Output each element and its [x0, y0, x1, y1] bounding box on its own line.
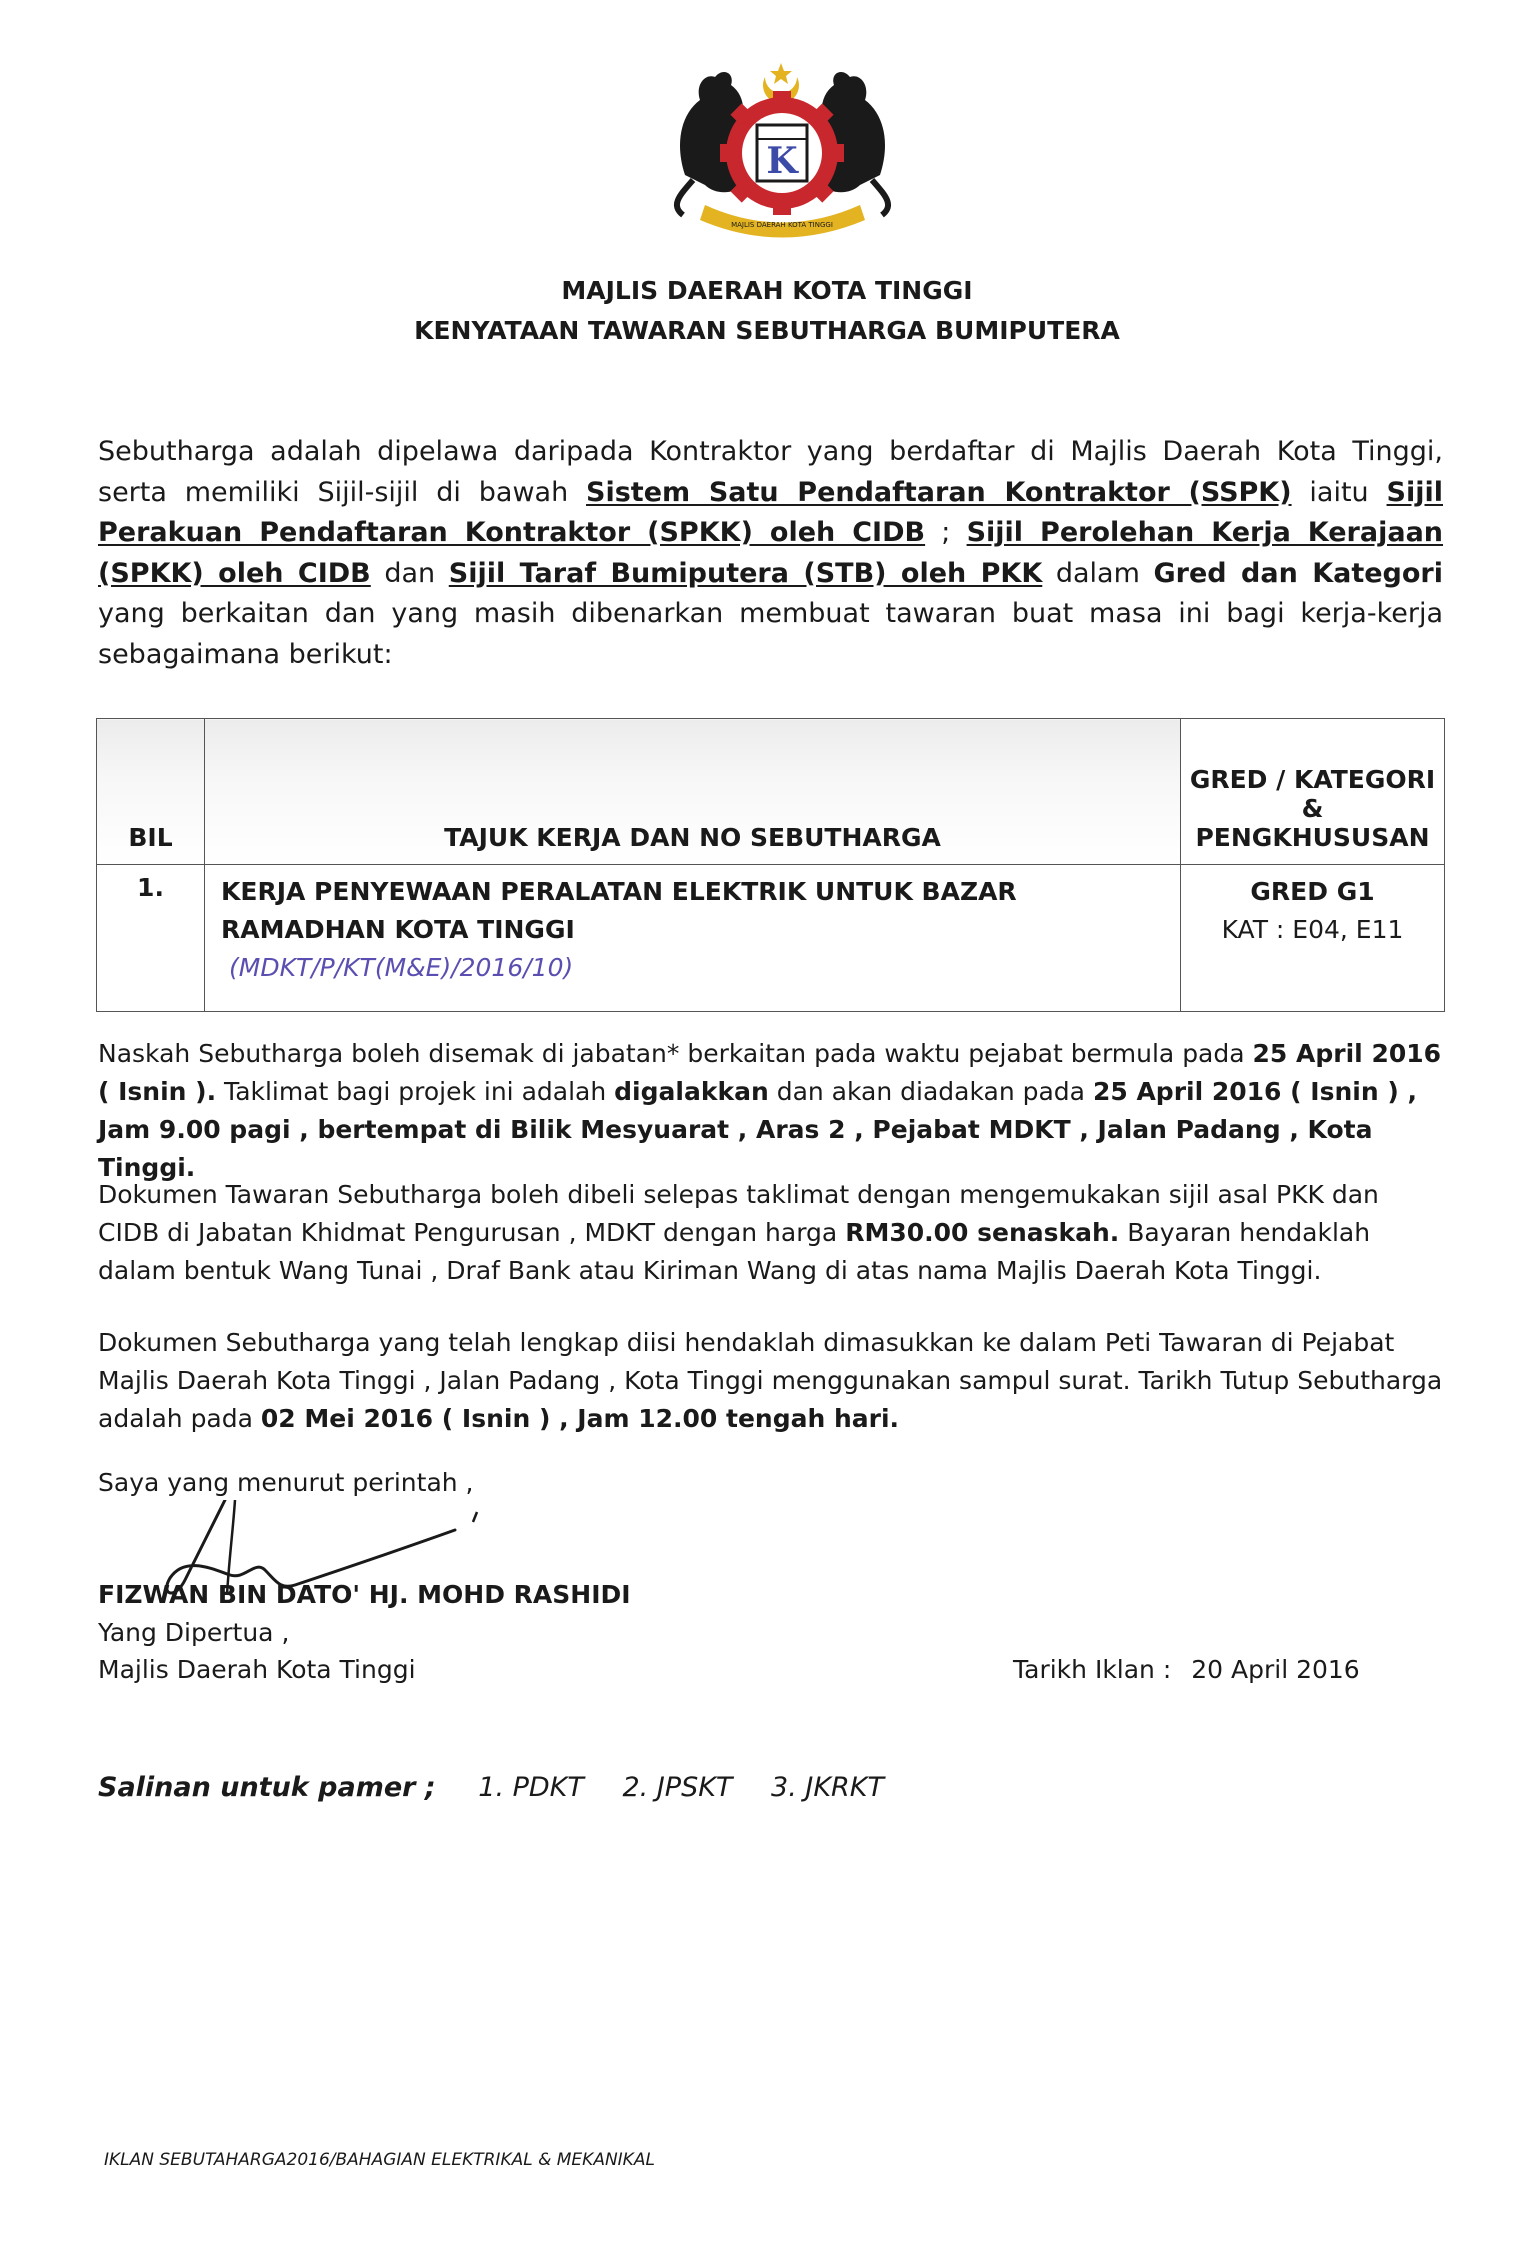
header-bil: BIL — [97, 719, 205, 865]
ad-date-value: 20 April 2016 — [1191, 1655, 1360, 1684]
row-bil: 1. — [97, 865, 205, 1012]
gred-kategori-term: Gred dan Kategori — [1153, 557, 1444, 589]
copies-label: Salinan untuk pamer ; — [98, 1772, 436, 1803]
sspk-term: Sistem Satu Pendaftaran Kontraktor (SSPK) — [586, 476, 1292, 508]
signatory-organisation: Majlis Daerah Kota Tinggi — [98, 1655, 416, 1684]
copy-item: 1. PDKT — [478, 1772, 584, 1803]
signatory-name: FIZWAN BIN DATO' HJ. MOHD RASHIDI — [98, 1580, 631, 1609]
intro-text: iaitu — [1291, 476, 1387, 508]
spkk-kerajaan-term: Sijil Perolehan Kerja Kerajaan (SPKK) oleh CIDB — [98, 517, 1444, 589]
council-name: MAJLIS DAERAH KOTA TINGGI — [561, 276, 973, 305]
stb-term: Sijil Taraf Bumiputera (STB) oleh PKK — [448, 557, 1043, 589]
intro-paragraph — [98, 432, 1443, 675]
naskah-text: Naskah Sebutharga boleh disemak di jabatan* berkaitan pada waktu pejabat bermula pada — [98, 1039, 1253, 1068]
closing-date-paragraph — [98, 1324, 1443, 1438]
header-gred: GRED / KATEGORI & PENGKHUSUSAN — [1181, 719, 1445, 865]
logo-ring-text: MAJLIS DAERAH KOTA TINGGI — [731, 221, 833, 229]
naskah-text: Taklimat bagi projek ini adalah — [216, 1077, 615, 1106]
closing-date: 02 Mei 2016 ( Isnin ) , Jam 12.00 tengah hari. — [260, 1404, 900, 1433]
row-gred: GRED G1 — [1250, 877, 1375, 906]
intro-text: ; — [925, 517, 967, 548]
logo-letter: K — [766, 140, 798, 182]
signatory-position: Yang Dipertua , — [98, 1618, 290, 1647]
row-gred-cell — [1181, 865, 1445, 1012]
row-reference: (MDKT/P/KT(M&E)/2016/10) — [229, 953, 574, 982]
intro-text: dan — [370, 557, 449, 589]
naskah-date: 25 April 2016 ( Isnin ). — [98, 1039, 1442, 1106]
row-kategori: KAT : E04, E11 — [1221, 915, 1404, 944]
ad-date-label: Tarikh Iklan : — [1013, 1655, 1172, 1684]
naskah-text: dan akan diadakan pada — [768, 1077, 1093, 1106]
table-header-row — [97, 719, 1445, 865]
notice-title: KENYATAAN TAWARAN SEBUTHARGA BUMIPUTERA — [414, 316, 1120, 345]
dokumen-text: Bayaran hendaklah dalam bentuk Wang Tunai , Draf Bank atau Kiriman Wang di atas nama Majlis Daerah Kota Tinggi. — [98, 1218, 1371, 1285]
spkk-cidb-term: Sijil Perakuan Pendaftaran Kontraktor (SPKK) oleh CIDB — [98, 476, 1443, 548]
salutation: Saya yang menurut perintah , — [98, 1468, 474, 1497]
footer-reference: IKLAN SEBUTAHARGA2016/BAHAGIAN ELEKTRIKAL & MEKANIKAL — [104, 2150, 655, 2170]
dokumen-paragraph — [98, 1176, 1443, 1290]
briefing-details: 25 April 2016 ( Isnin ) , Jam 9.00 pagi , bertempat di Bilik Mesyuarat , Aras 2 , Pejabat MDKT , Jalan Padang , Kota Tinggi. — [98, 1077, 1417, 1182]
closing-text: Dokumen Sebutharga yang telah lengkap diisi hendaklah dimasukkan ke dalam Peti Tawaran di Pejabat Majlis Daerah Kota Tinggi , Jalan Padang , Kota Tinggi menggunakan sampul surat. Tarikh Tutup Sebutharga adalah pada — [98, 1328, 1443, 1433]
row-title-cell — [205, 865, 1181, 1012]
dokumen-price: RM30.00 senaskah. — [845, 1218, 1120, 1247]
council-logo — [665, 55, 900, 245]
naskah-paragraph — [98, 1035, 1443, 1187]
copy-item: 3. JKRKT — [771, 1772, 884, 1803]
intro-text: yang berkaitan dan yang masih dibenarkan membuat tawaran buat masa ini bagi kerja-kerja sebagaimana berikut: — [98, 598, 1443, 670]
naskah-encouraged: digalakkan — [614, 1077, 769, 1106]
intro-text: Sebutharga adalah dipelawa daripada Kontraktor yang berdaftar di Majlis Daerah Kota Tinggi, serta memiliki Sijil-sijil di bawah — [98, 436, 1443, 508]
header-title: TAJUK KERJA DAN NO SEBUTHARGA — [205, 719, 1181, 865]
table-row — [97, 865, 1445, 1012]
row-title: KERJA PENYEWAAN PERALATAN ELEKTRIK UNTUK BAZAR RAMADHAN KOTA TINGGI — [221, 877, 1017, 944]
copies-list — [98, 1772, 914, 1803]
intro-text: dalam — [1042, 557, 1154, 589]
ad-date — [1013, 1655, 1360, 1684]
dokumen-text: Dokumen Tawaran Sebutharga boleh dibeli selepas taklimat dengan mengemukakan sijil asal PKK dan CIDB di Jabatan Khidmat Pengurusan , MDKT dengan harga — [98, 1180, 1379, 1247]
tender-table — [96, 718, 1445, 1012]
copy-item: 2. JPSKT — [622, 1772, 733, 1803]
